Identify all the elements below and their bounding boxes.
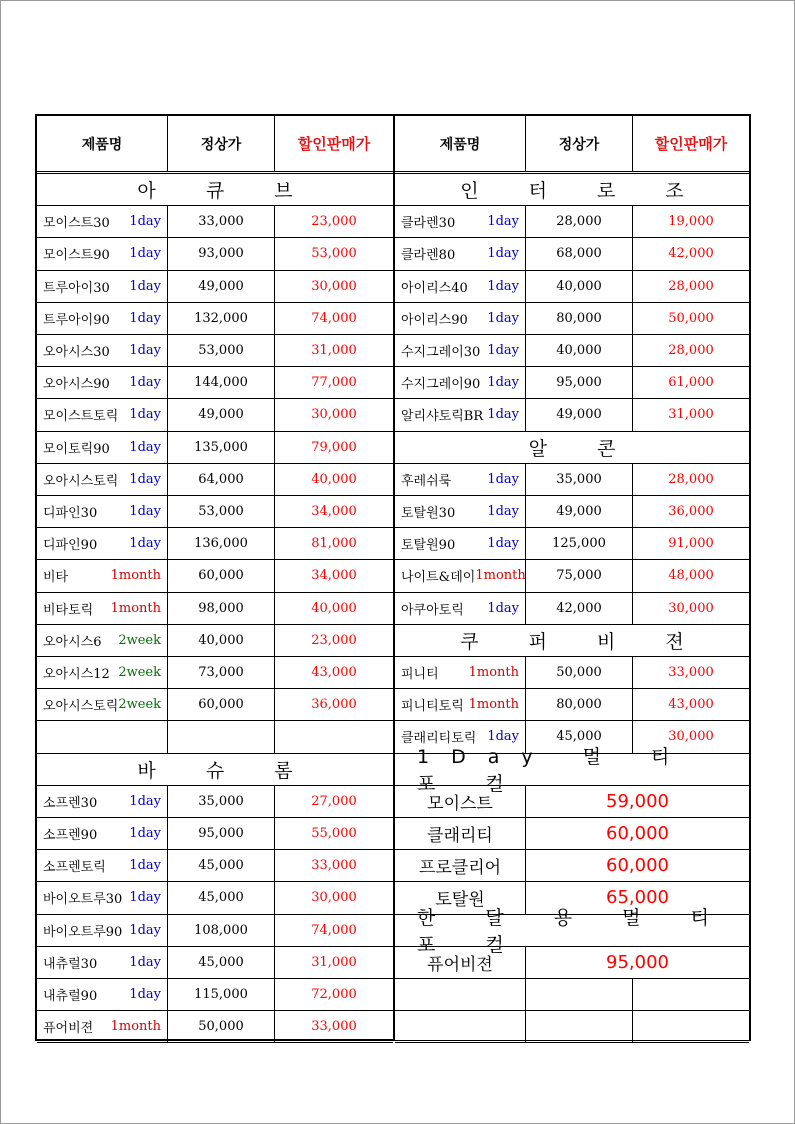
regular-price: 35,000 xyxy=(526,464,633,495)
wear-period-tag: 1day xyxy=(129,343,161,359)
sale-price: 40,000 xyxy=(311,471,357,487)
wear-period-tag: 1day xyxy=(129,375,161,391)
product-cell xyxy=(37,335,168,366)
regular-price: 98,000 xyxy=(168,593,275,624)
product-cell xyxy=(395,528,526,559)
multifocal-name: 클래리티 xyxy=(395,818,526,849)
wear-period-tag: 1day xyxy=(487,407,519,423)
header-regular-price: 정상가 xyxy=(168,116,275,171)
sale-price: 19,000 xyxy=(668,214,714,230)
product-name: 아이리스90 xyxy=(401,312,468,328)
regular-price: 49,000 xyxy=(526,496,633,527)
table-row xyxy=(395,689,749,721)
table-row xyxy=(37,238,393,270)
regular-price: 75,000 xyxy=(526,560,633,591)
regular-price: 40,000 xyxy=(168,625,275,656)
product-cell xyxy=(37,947,168,978)
product-name: 피니티토릭 xyxy=(401,699,464,715)
section-interojo xyxy=(395,174,749,206)
product-name: 모이토릭90 xyxy=(43,441,110,457)
empty-row xyxy=(395,979,749,1011)
empty-cell xyxy=(633,979,749,1010)
product-name: 바이오트루90 xyxy=(43,924,123,940)
product-cell xyxy=(37,689,168,720)
table-row xyxy=(37,915,393,947)
wear-period-tag: 1day xyxy=(129,310,161,326)
regular-price: 49,000 xyxy=(168,271,275,302)
product-cell xyxy=(37,915,168,946)
product-cell xyxy=(37,303,168,334)
wear-period-tag: 2week xyxy=(118,665,161,681)
section-alcon-title: 알 콘 xyxy=(528,437,638,460)
product-cell xyxy=(37,850,168,881)
regular-price: 64,000 xyxy=(168,464,275,495)
section-1day-multifocal xyxy=(395,746,749,796)
sale-price: 53,000 xyxy=(311,246,357,262)
product-name: 비타토릭 xyxy=(43,602,94,618)
section-interojo-title: 인 터 로 조 xyxy=(460,180,706,203)
product-name: 오아시스90 xyxy=(43,377,110,393)
sale-price: 72,000 xyxy=(311,987,357,1003)
regular-price: 45,000 xyxy=(168,850,275,881)
product-name: 모이스트토릭 xyxy=(43,409,119,425)
section-bausch-title: 바 슈 롬 xyxy=(137,759,315,782)
product-cell xyxy=(395,303,526,334)
sale-price: 40,000 xyxy=(311,600,357,616)
wear-period-tag: 1day xyxy=(129,890,161,906)
product-cell xyxy=(37,1011,168,1042)
table-row xyxy=(395,238,749,270)
regular-price: 60,000 xyxy=(168,689,275,720)
sale-price: 36,000 xyxy=(668,504,714,520)
product-name: 아쿠아토릭 xyxy=(401,602,464,618)
product-name: 트루아이90 xyxy=(43,312,110,328)
table-row xyxy=(37,1011,393,1043)
table-row xyxy=(37,271,393,303)
sale-price: 28,000 xyxy=(668,278,714,294)
table-row xyxy=(37,689,393,721)
sale-price: 48,000 xyxy=(668,568,714,584)
wear-period-tag: 1day xyxy=(487,471,519,487)
regular-price: 42,000 xyxy=(526,593,633,624)
table-row xyxy=(395,657,749,689)
product-name: 토탈원30 xyxy=(401,506,456,522)
wear-period-tag: 1day xyxy=(487,504,519,520)
sale-price: 28,000 xyxy=(668,471,714,487)
section-cooper xyxy=(395,625,749,657)
regular-price: 93,000 xyxy=(168,238,275,269)
table-header-row xyxy=(37,116,393,174)
section-acuvue xyxy=(37,174,393,206)
multifocal-name: 퓨어비젼 xyxy=(395,947,526,978)
product-cell xyxy=(37,528,168,559)
table-row xyxy=(395,271,749,303)
product-name: 디파인90 xyxy=(43,538,98,554)
regular-price: 53,000 xyxy=(168,496,275,527)
product-cell xyxy=(37,657,168,688)
product-name: 알리샤토릭BR xyxy=(401,409,484,425)
wear-period-tag: 1day xyxy=(129,439,161,455)
regular-price: 35,000 xyxy=(168,786,275,817)
product-cell xyxy=(37,367,168,398)
table-row xyxy=(395,335,749,367)
table-row xyxy=(37,818,393,850)
sale-price: 42,000 xyxy=(668,246,714,262)
wear-period-tag: 1day xyxy=(487,278,519,294)
regular-price: 53,000 xyxy=(168,335,275,366)
sale-price: 30,000 xyxy=(311,890,357,906)
product-cell xyxy=(395,657,526,688)
sale-price: 34,000 xyxy=(311,568,357,584)
product-cell xyxy=(37,206,168,237)
wear-period-tag: 1month xyxy=(468,665,519,681)
product-cell xyxy=(395,271,526,302)
product-cell xyxy=(37,271,168,302)
sale-price: 31,000 xyxy=(311,954,357,970)
sale-price: 31,000 xyxy=(311,343,357,359)
table-header-row xyxy=(395,116,749,174)
product-cell xyxy=(37,496,168,527)
table-row xyxy=(37,496,393,528)
header-sale-price: 할인판매가 xyxy=(297,135,371,153)
table-row xyxy=(395,303,749,335)
table-row xyxy=(395,399,749,431)
product-cell xyxy=(395,689,526,720)
regular-price: 40,000 xyxy=(526,271,633,302)
regular-price: 144,000 xyxy=(168,367,275,398)
regular-price: 45,000 xyxy=(168,947,275,978)
sale-price: 50,000 xyxy=(668,310,714,326)
regular-price: 40,000 xyxy=(526,335,633,366)
product-cell xyxy=(395,560,526,591)
sale-price: 61,000 xyxy=(668,375,714,391)
multifocal-sale-price: 60,000 xyxy=(606,855,669,877)
regular-price: 73,000 xyxy=(168,657,275,688)
sale-price: 55,000 xyxy=(311,826,357,842)
empty-cell xyxy=(395,979,526,1010)
wear-period-tag: 1day xyxy=(487,343,519,359)
empty-cell xyxy=(526,979,633,1010)
regular-price: 68,000 xyxy=(526,238,633,269)
table-row xyxy=(37,303,393,335)
product-name: 나이트&데이 xyxy=(401,570,476,586)
wear-period-tag: 1day xyxy=(487,536,519,552)
wear-period-tag: 1day xyxy=(129,246,161,262)
sale-price: 74,000 xyxy=(311,310,357,326)
wear-period-tag: 1day xyxy=(129,471,161,487)
sale-price: 81,000 xyxy=(311,536,357,552)
product-cell xyxy=(395,464,526,495)
multifocal-row xyxy=(395,818,749,850)
regular-price: 49,000 xyxy=(168,399,275,430)
regular-price: 50,000 xyxy=(526,657,633,688)
product-name: 클래리티토릭 xyxy=(401,731,477,747)
wear-period-tag: 1month xyxy=(110,600,161,616)
empty-cell xyxy=(526,1011,633,1042)
empty-cell xyxy=(395,1011,526,1042)
wear-period-tag: 1month xyxy=(110,568,161,584)
multifocal-name: 프로클리어 xyxy=(395,850,526,881)
regular-price: 95,000 xyxy=(526,367,633,398)
regular-price: 49,000 xyxy=(526,399,633,430)
wear-period-tag: 1day xyxy=(129,278,161,294)
multifocal-sale-price: 59,000 xyxy=(606,790,669,812)
product-name: 내츄럴90 xyxy=(43,989,98,1005)
regular-price: 108,000 xyxy=(168,915,275,946)
sale-price: 74,000 xyxy=(311,922,357,938)
sale-price: 33,000 xyxy=(311,858,357,874)
regular-price: 80,000 xyxy=(526,303,633,334)
multifocal-row xyxy=(395,850,749,882)
multifocal-sale-price: 65,000 xyxy=(606,887,669,909)
sale-price: 30,000 xyxy=(668,729,714,745)
table-row xyxy=(395,560,749,592)
table-row xyxy=(37,432,393,464)
regular-price: 95,000 xyxy=(168,818,275,849)
product-name: 퓨어비젼 xyxy=(43,1021,94,1037)
section-bausch xyxy=(37,754,393,786)
wear-period-tag: 1day xyxy=(129,793,161,809)
table-row xyxy=(37,850,393,882)
product-name: 토탈원90 xyxy=(401,538,456,554)
product-cell xyxy=(37,399,168,430)
wear-period-tag: 1month xyxy=(110,1019,161,1035)
product-name: 오아시스토릭 xyxy=(43,699,119,715)
header-product-name: 제품명 xyxy=(395,116,526,171)
product-name: 내츄럴30 xyxy=(43,956,98,972)
multifocal-sale-price: 60,000 xyxy=(606,823,669,845)
regular-price: 33,000 xyxy=(168,206,275,237)
wear-period-tag: 1day xyxy=(487,246,519,262)
product-name: 오아시스30 xyxy=(43,345,110,361)
section-monthly-multifocal-title: 한 달 용 멀 티 포 컬 xyxy=(417,907,731,957)
wear-period-tag: 1day xyxy=(487,375,519,391)
product-cell xyxy=(395,367,526,398)
header-product-name: 제품명 xyxy=(37,116,168,171)
product-cell xyxy=(37,238,168,269)
product-cell xyxy=(395,593,526,624)
multifocal-name: 모이스트 xyxy=(395,786,526,817)
sale-price: 30,000 xyxy=(311,407,357,423)
product-cell xyxy=(37,786,168,817)
price-table xyxy=(35,114,751,1041)
regular-price: 132,000 xyxy=(168,303,275,334)
wear-period-tag: 1day xyxy=(129,987,161,1003)
product-name: 소프렌토릭 xyxy=(43,860,106,876)
product-cell xyxy=(37,979,168,1010)
section-cooper-title: 쿠 퍼 비 젼 xyxy=(460,630,706,653)
regular-price: 28,000 xyxy=(526,206,633,237)
left-column xyxy=(35,114,393,1041)
regular-price: 125,000 xyxy=(526,528,633,559)
sale-price: 30,000 xyxy=(311,278,357,294)
right-column xyxy=(393,114,751,1041)
wear-period-tag: 1month xyxy=(468,697,519,713)
wear-period-tag: 2week xyxy=(118,697,162,713)
table-row xyxy=(37,979,393,1011)
table-row xyxy=(395,593,749,625)
regular-price: 80,000 xyxy=(526,689,633,720)
product-cell xyxy=(395,399,526,430)
regular-price: 50,000 xyxy=(168,1011,275,1042)
table-row xyxy=(395,464,749,496)
section-monthly-multifocal xyxy=(395,907,749,957)
product-cell xyxy=(37,560,168,591)
wear-period-tag: 1day xyxy=(129,214,161,230)
product-cell xyxy=(37,625,168,656)
multifocal-sale-price: 95,000 xyxy=(606,951,669,973)
product-name: 트루아이30 xyxy=(43,280,110,296)
regular-price xyxy=(168,721,275,752)
section-acuvue-title: 아 큐 브 xyxy=(137,180,315,203)
multifocal-row xyxy=(395,947,749,979)
product-name: 오아시스6 xyxy=(43,634,102,650)
sale-price: 23,000 xyxy=(311,632,357,648)
product-name: 오아시스토릭 xyxy=(43,473,119,489)
wear-period-tag: 2week xyxy=(118,632,161,648)
sale-price: 43,000 xyxy=(311,665,357,681)
section-alcon xyxy=(395,432,749,464)
wear-period-tag: 1day xyxy=(129,826,161,842)
table-row xyxy=(37,464,393,496)
product-name: 모이스트90 xyxy=(43,248,110,264)
table-row xyxy=(395,528,749,560)
table-row xyxy=(37,593,393,625)
sale-price: 77,000 xyxy=(311,375,357,391)
table-row xyxy=(37,947,393,979)
table-row xyxy=(37,657,393,689)
table-row xyxy=(37,399,393,431)
product-cell xyxy=(395,496,526,527)
product-name: 오아시스12 xyxy=(43,667,110,683)
multifocal-row xyxy=(395,786,749,818)
product-cell xyxy=(37,818,168,849)
wear-period-tag: 1day xyxy=(129,504,161,520)
wear-period-tag: 1day xyxy=(487,600,519,616)
regular-price: 115,000 xyxy=(168,979,275,1010)
table-row xyxy=(395,367,749,399)
product-cell xyxy=(37,432,168,463)
table-row xyxy=(37,528,393,560)
table-row xyxy=(37,786,393,818)
product-cell xyxy=(37,882,168,913)
product-name: 수지그레이30 xyxy=(401,345,481,361)
product-cell xyxy=(37,593,168,624)
regular-price: 45,000 xyxy=(526,721,633,752)
product-name: 디파인30 xyxy=(43,506,98,522)
product-name: 수지그레이90 xyxy=(401,377,481,393)
sale-price: 33,000 xyxy=(668,665,714,681)
regular-price: 135,000 xyxy=(168,432,275,463)
wear-period-tag: 1month xyxy=(475,568,526,584)
table-row xyxy=(37,206,393,238)
multifocal-name: 토탈원 xyxy=(395,882,526,913)
product-name: 아이리스40 xyxy=(401,280,468,296)
wear-period-tag: 1day xyxy=(129,922,161,938)
table-row xyxy=(37,335,393,367)
table-row xyxy=(395,206,749,238)
table-row xyxy=(37,625,393,657)
sale-price xyxy=(275,721,393,752)
sale-price: 23,000 xyxy=(311,214,357,230)
product-name: 클라렌80 xyxy=(401,248,456,264)
product-name: 소프렌90 xyxy=(43,828,98,844)
product-name: 클라렌30 xyxy=(401,216,456,232)
product-cell xyxy=(37,464,168,495)
empty-cell xyxy=(633,1011,749,1042)
sale-price: 28,000 xyxy=(668,343,714,359)
product-name: 후레쉬룩 xyxy=(401,473,452,489)
sale-price: 27,000 xyxy=(311,793,357,809)
table-row xyxy=(37,721,393,753)
table-row xyxy=(37,882,393,914)
sale-price: 33,000 xyxy=(311,1019,357,1035)
sale-price: 30,000 xyxy=(668,600,714,616)
sale-price: 34,000 xyxy=(311,504,357,520)
sale-price: 79,000 xyxy=(311,439,357,455)
wear-period-tag: 1day xyxy=(129,954,161,970)
product-cell xyxy=(395,238,526,269)
header-sale-price: 할인판매가 xyxy=(654,135,728,153)
product-name: 비타 xyxy=(43,570,69,586)
table-row xyxy=(37,560,393,592)
wear-period-tag: 1day xyxy=(129,536,161,552)
product-name: 모이스트30 xyxy=(43,216,110,232)
wear-period-tag: 1day xyxy=(487,214,519,230)
sale-price: 91,000 xyxy=(668,536,714,552)
wear-period-tag: 1day xyxy=(487,729,519,745)
wear-period-tag: 1day xyxy=(487,310,519,326)
empty-row xyxy=(395,1011,749,1043)
sale-price: 31,000 xyxy=(668,407,714,423)
product-name: 소프렌30 xyxy=(43,795,98,811)
sale-price: 43,000 xyxy=(668,697,714,713)
product-cell xyxy=(37,721,168,752)
table-row xyxy=(395,496,749,528)
product-name: 바이오트루30 xyxy=(43,892,123,908)
wear-period-tag: 1day xyxy=(129,407,161,423)
section-1day-multifocal-title: 1Day 멀 티 포 컬 xyxy=(417,746,692,796)
table-row xyxy=(37,367,393,399)
header-regular-price: 정상가 xyxy=(526,116,633,171)
product-cell xyxy=(395,335,526,366)
product-name: 피니티 xyxy=(401,667,439,683)
product-cell xyxy=(395,206,526,237)
regular-price: 136,000 xyxy=(168,528,275,559)
wear-period-tag: 1day xyxy=(129,858,161,874)
regular-price: 60,000 xyxy=(168,560,275,591)
regular-price: 45,000 xyxy=(168,882,275,913)
sale-price: 36,000 xyxy=(311,697,357,713)
